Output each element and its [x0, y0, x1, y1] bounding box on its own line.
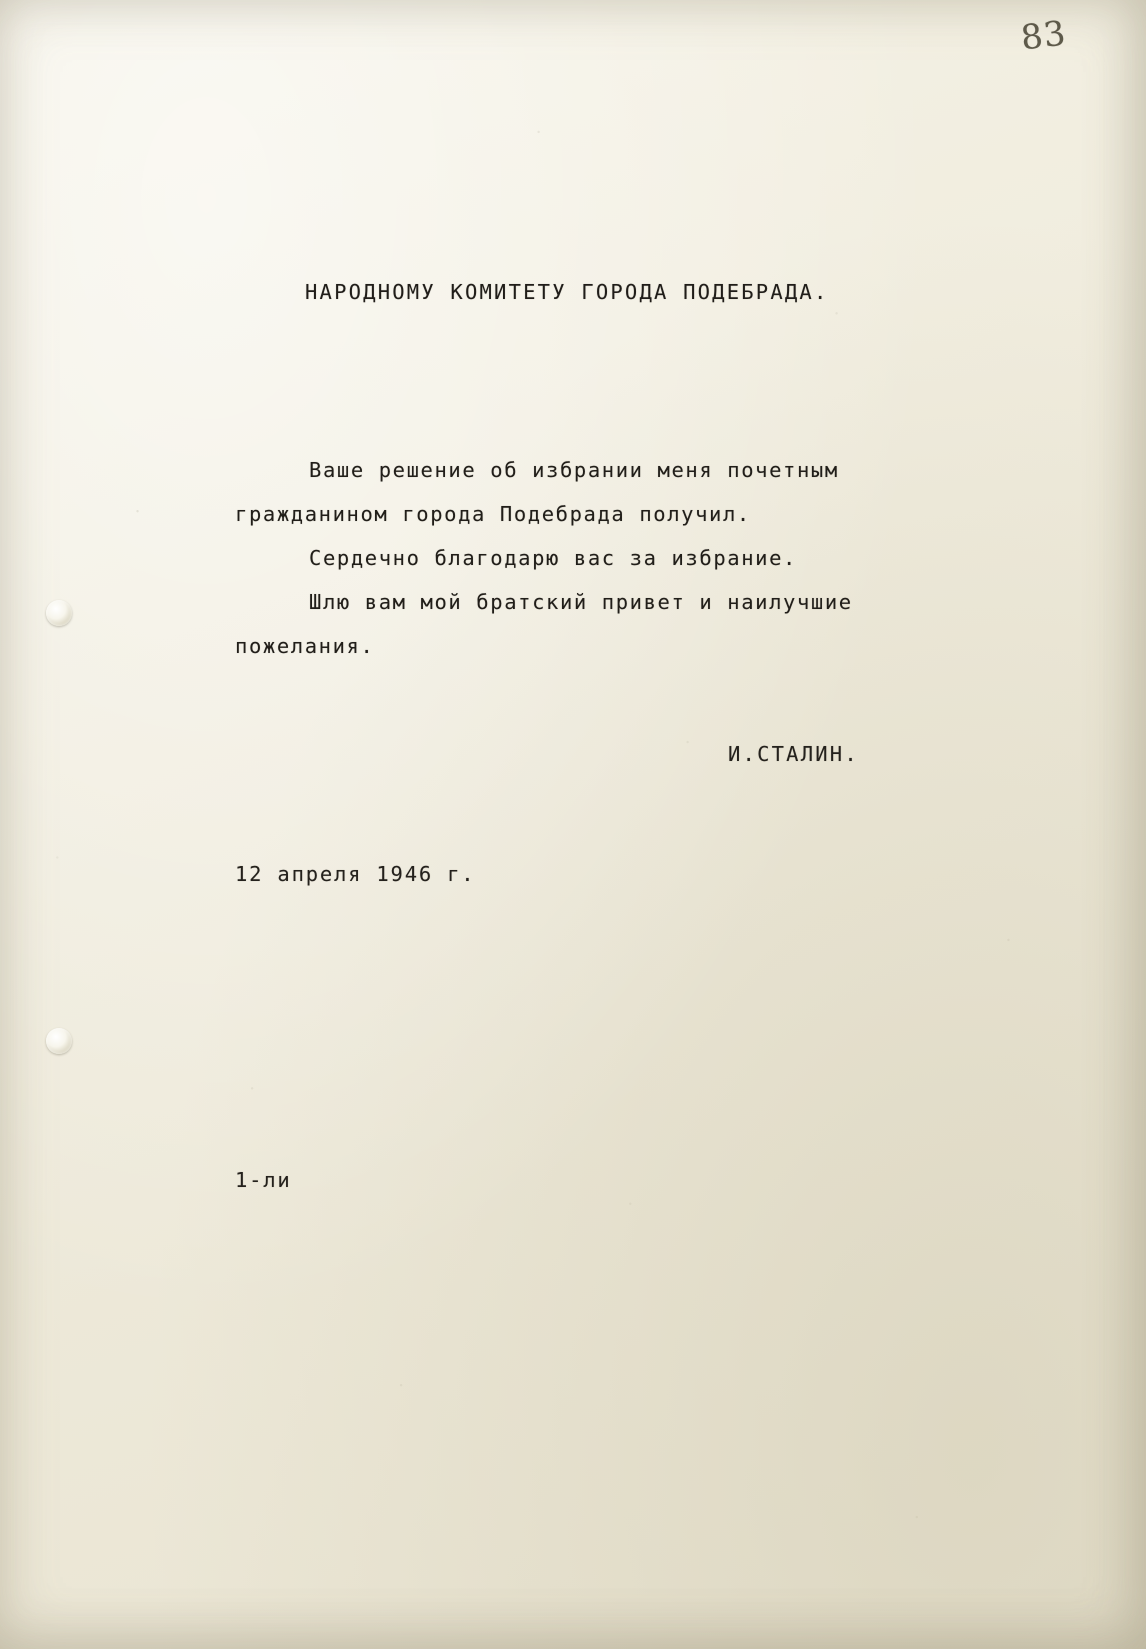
letter-paragraph-2: Сердечно благодарю вас за избрание. — [309, 546, 797, 570]
folio-number: 83 — [1018, 13, 1069, 59]
punch-hole-bottom — [46, 1028, 72, 1054]
letter-body — [235, 448, 995, 668]
letter-paragraph-1: Ваше решение об избрании меня почетным гражданином города Подебрада получил. — [235, 458, 839, 526]
letter-date: 12 апреля 1946 г. — [235, 862, 476, 886]
punch-hole-top — [46, 600, 72, 626]
letter-footnote: 1-ли — [235, 1168, 292, 1192]
letter-paragraph-3: Шлю вам мой братский привет и наилучшие пожелания. — [235, 590, 853, 658]
letter-heading: НАРОДНОМУ КОМИТЕТУ ГОРОДА ПОДЕБРАДА. — [305, 280, 829, 304]
letter-signature: И.СТАЛИН. — [728, 742, 859, 766]
